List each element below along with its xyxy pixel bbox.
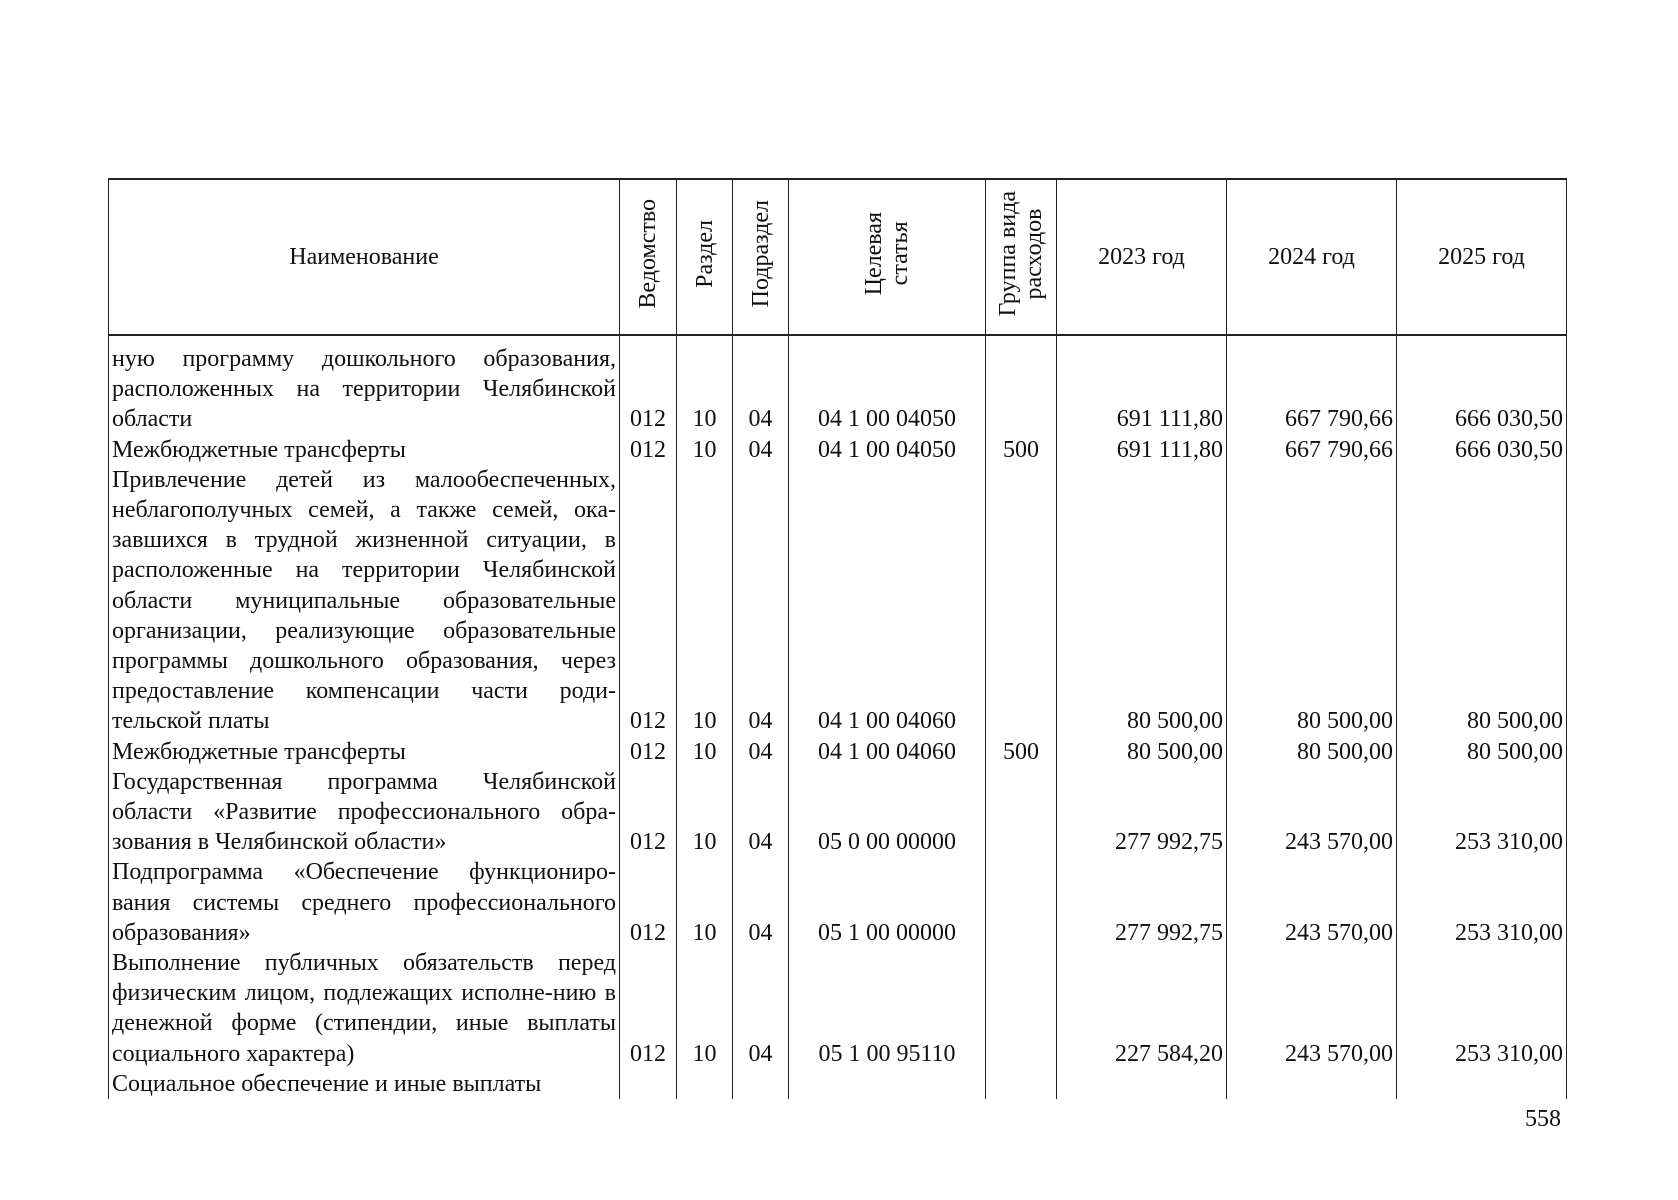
row-amount-2023: 277 992,75 xyxy=(1057,857,1227,948)
row-amount-2023: 277 992,75 xyxy=(1057,767,1227,858)
table-row xyxy=(109,767,1567,858)
row-section: 10 xyxy=(677,335,733,435)
row-target-article: 05 1 00 00000 xyxy=(789,857,986,948)
row-name: Межбюджетные трансферты xyxy=(109,737,620,767)
row-amount-2024: 80 500,00 xyxy=(1227,737,1397,767)
row-subsection: 04 xyxy=(733,465,789,737)
row-department: 012 xyxy=(620,857,677,948)
row-amount-2025: 666 030,50 xyxy=(1397,335,1567,435)
row-department: 012 xyxy=(620,737,677,767)
row-department xyxy=(620,1069,677,1099)
table-row xyxy=(109,335,1567,435)
row-subsection: 04 xyxy=(733,435,789,465)
row-section: 10 xyxy=(677,857,733,948)
table-row xyxy=(109,857,1567,948)
row-amount-2025: 253 310,00 xyxy=(1397,857,1567,948)
header-expense-group: Группа вида расходов xyxy=(986,179,1057,335)
row-amount-2023: 80 500,00 xyxy=(1057,465,1227,737)
header-name: Наименование xyxy=(109,179,620,335)
header-target-article: Целевая статья xyxy=(789,179,986,335)
row-section: 10 xyxy=(677,435,733,465)
row-amount-2023: 691 111,80 xyxy=(1057,335,1227,435)
row-section xyxy=(677,1069,733,1099)
table-row xyxy=(109,1069,1567,1099)
row-expense-group xyxy=(986,857,1057,948)
row-name: Межбюджетные трансферты xyxy=(109,435,620,465)
row-expense-group xyxy=(986,465,1057,737)
header-year-2024: 2024 год xyxy=(1227,179,1397,335)
row-amount-2025: 253 310,00 xyxy=(1397,948,1567,1069)
row-subsection: 04 xyxy=(733,767,789,858)
row-target-article: 04 1 00 04050 xyxy=(789,335,986,435)
row-subsection: 04 xyxy=(733,737,789,767)
row-name: Выполнение публичных обязательств перед физическим лицом, подлежащих исполне-нию в денежной форме (стипендии, иные выплаты социального характера) xyxy=(109,948,620,1069)
budget-table xyxy=(108,178,1567,1099)
row-subsection: 04 xyxy=(733,857,789,948)
row-amount-2023 xyxy=(1057,1069,1227,1099)
row-amount-2024 xyxy=(1227,1069,1397,1099)
row-expense-group xyxy=(986,948,1057,1069)
row-subsection: 04 xyxy=(733,948,789,1069)
row-target-article: 05 0 00 00000 xyxy=(789,767,986,858)
row-amount-2024: 243 570,00 xyxy=(1227,857,1397,948)
header-section: Раздел xyxy=(677,179,733,335)
row-amount-2024: 667 790,66 xyxy=(1227,435,1397,465)
row-amount-2024: 80 500,00 xyxy=(1227,465,1397,737)
row-name: Подпрограмма «Обеспечение функциониро-вания системы среднего профессионального образования» xyxy=(109,857,620,948)
row-amount-2024: 243 570,00 xyxy=(1227,767,1397,858)
row-amount-2025: 80 500,00 xyxy=(1397,465,1567,737)
row-target-article: 05 1 00 95110 xyxy=(789,948,986,1069)
table-row xyxy=(109,948,1567,1069)
row-amount-2023: 691 111,80 xyxy=(1057,435,1227,465)
row-expense-group: 500 xyxy=(986,435,1057,465)
row-amount-2023: 227 584,20 xyxy=(1057,948,1227,1069)
table-header xyxy=(109,179,1567,335)
row-section: 10 xyxy=(677,767,733,858)
table-row xyxy=(109,737,1567,767)
table-row xyxy=(109,435,1567,465)
table-row xyxy=(109,465,1567,737)
row-name: Государственная программа Челябинской области «Развитие профессионального обра-зования в Челябинской области» xyxy=(109,767,620,858)
row-expense-group: 500 xyxy=(986,737,1057,767)
row-subsection: 04 xyxy=(733,335,789,435)
header-year-2025: 2025 год xyxy=(1397,179,1567,335)
row-amount-2024: 243 570,00 xyxy=(1227,948,1397,1069)
row-section: 10 xyxy=(677,948,733,1069)
row-target-article: 04 1 00 04050 xyxy=(789,435,986,465)
header-department: Ведомство xyxy=(620,179,677,335)
row-target-article xyxy=(789,1069,986,1099)
row-target-article: 04 1 00 04060 xyxy=(789,465,986,737)
row-target-article: 04 1 00 04060 xyxy=(789,737,986,767)
row-expense-group xyxy=(986,767,1057,858)
header-year-2023: 2023 год xyxy=(1057,179,1227,335)
row-amount-2025: 253 310,00 xyxy=(1397,767,1567,858)
row-section: 10 xyxy=(677,737,733,767)
row-department: 012 xyxy=(620,465,677,737)
row-amount-2025: 80 500,00 xyxy=(1397,737,1567,767)
row-department: 012 xyxy=(620,435,677,465)
page-number: 558 xyxy=(1525,1106,1561,1132)
row-name: Привлечение детей из малообеспеченных, неблагополучных семей, а также семей, ока-завшихся в трудной жизненной ситуации, в расположенные на территории Челябинской области муниципальные образовательные организации, реализующие образовательные программы дошкольного образования, через предоставление компенсации части роди-тельской платы xyxy=(109,465,620,737)
header-subsection: Подраздел xyxy=(733,179,789,335)
row-expense-group xyxy=(986,335,1057,435)
row-name: ную программу дошкольного образования, расположенных на территории Челябинской области xyxy=(109,335,620,435)
row-department: 012 xyxy=(620,767,677,858)
row-department: 012 xyxy=(620,948,677,1069)
row-section: 10 xyxy=(677,465,733,737)
row-amount-2025 xyxy=(1397,1069,1567,1099)
row-amount-2024: 667 790,66 xyxy=(1227,335,1397,435)
table-body xyxy=(109,335,1567,1099)
row-subsection xyxy=(733,1069,789,1099)
row-amount-2025: 666 030,50 xyxy=(1397,435,1567,465)
row-department: 012 xyxy=(620,335,677,435)
row-amount-2023: 80 500,00 xyxy=(1057,737,1227,767)
row-name: Социальное обеспечение и иные выплаты xyxy=(109,1069,620,1099)
row-expense-group xyxy=(986,1069,1057,1099)
